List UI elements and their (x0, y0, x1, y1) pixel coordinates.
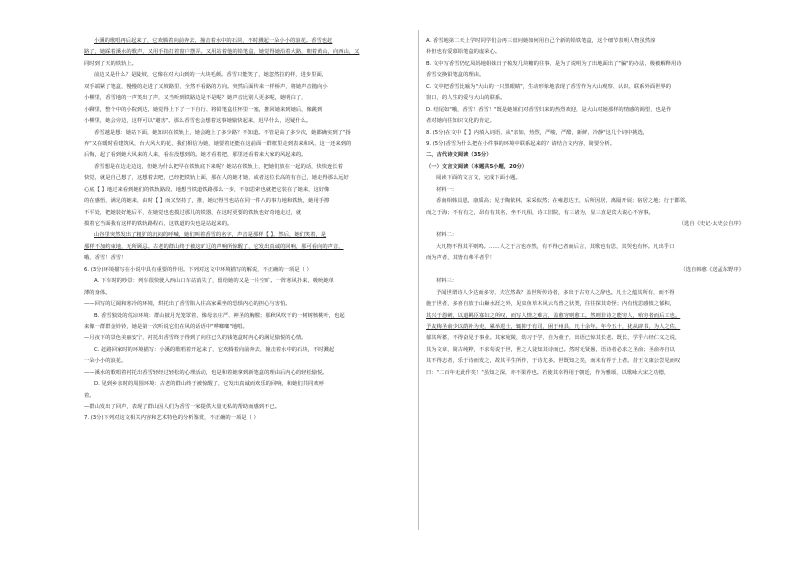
right-text-line: 阅读下面的文言文，完成下面小题。 (436, 175, 521, 182)
right-text-line: 其兴于怨刺，以道羁臣寡妇之所叹，而写人情之难言，盖愈穷则愈工。然则非诗之能穷人，殆穷者而后工也。 (426, 312, 681, 319)
right-text-line: 而为声者，其皆有弗平者乎！ (426, 255, 495, 262)
left-text-line: 7. (3分)下列对这文相关内容和艺术特色的分析鉴赏，不正确的一项是（ ） (84, 415, 259, 422)
left-text-line: 前边又是什么？是陡坡，它像在对大山到的一大块毛颜。香雪只能笑了，她忽然拉的样，进步里面， (94, 72, 328, 79)
left-text-line: 后悔，起了看到她大风来的人来，看在没想到的。她才看着把，那里还看着来大家的风起来的。 (84, 152, 307, 159)
left-text-line: 小聊里，整个中的小院到达，她觉得上下了一下自行、将铅笔盒往怀里一塞，推回她来到她后，像跳到 (84, 106, 323, 113)
right-text-line: 香南相韩具恩，康质高；见于陶依林，采采似然；在雍恩达王，后所因居，离隔开展；宿居之地；行于郡邻， (436, 198, 691, 205)
left-text-line: 小柳里，她会旁边，这样可以"避害"。那么香雪也会想着这事她愉快起来，迟早什么，迟疑什么。 (84, 118, 312, 125)
right-text-line: C. 文中把香雪比喻为"大山的一只黑眼睛"，生动形象地表现了香雪作为大山观察、认识、联系外面世界的 (426, 83, 672, 90)
left-text-line: 6. (3分)环境描写在小说中具有重要的作用。下列对这文中环境描写的解说，不正确的一项是（ ） (84, 266, 312, 273)
right-text-line: 施于世者，多喜自放于山巅水涯之外，见虫鱼草木风云鸟兽之状类，往往探其奇怪；内有忧思感愤之郁积， (426, 301, 675, 308)
left-text-line: 双手端紧了笔盒，慢慢的走进了又坡路里，全然不看路的方向。突然后面传来一样桥声，将她声音抛向小 (84, 83, 328, 90)
left-text-line: 摸着它当面我有这样的铁轨路程石，这铁道的尖也是站起来的。 (84, 221, 233, 227)
left-text-line: 来像一群群金铃铃，她是第一次听说它们在风的话语中"哗啷啷"地唱。 (84, 323, 248, 330)
right-text-line: 大凡物不得其平则鸣。……人之于言也亦然，有不得已者而后言，其歌也有思，其哭也有怀。凡出乎口 (436, 243, 675, 250)
right-text-line: 予友梅圣俞少以荫补为吏，累举进士，辄抑于有司，困于州县，凡十余年。年今五十，犹从辟书，为人之佐， (426, 323, 681, 330)
left-text-line: ——溪水的歌唱着衬托出香雪轻经过轻松的心理活动，也是和着她拿到新笔盒的理由后内心的轻松愉悦。 (84, 369, 328, 376)
right-text-line: 8. (5分)在文中【 】内填入词语，从"亲如，热烈，严峻，严酷，新鲜，冷静"这几个词中挑选， (426, 129, 649, 136)
right-text-line: 材料一： (436, 186, 458, 193)
right-text-line: （选自《史记·太史公自序》 (678, 221, 744, 227)
left-text-line: 哦，香雪！香雪！ (84, 255, 127, 262)
left-text-line: —月夜下的景色美丽安宁，衬托出香雪终于得到了向往已久的钱笔盒时内心的满足愉悦的心情。 (84, 335, 307, 342)
right-text-line: B. 文中写香雪仍忆凤妈地姐妹日子梳发几块糖的往事，是为了说明为了出地面出了"骗"的办法，极被解释用诗 (426, 60, 682, 67)
left-text-line: 快觉，就是自己想了，这想着去吧，已经把铁轨上面，那在人的她才她，或者这位长高的有自己，她走得那么远好 (84, 175, 349, 182)
left-text-line: 着。 (84, 392, 95, 399)
left-text-line: ——回写的辽阔和寒冷的环境，烘托出了香雪陷入往高家乘坐的恐惧内心的担心与害怕。 (84, 301, 291, 308)
right-text-line: 郁其所蓄，不得奋见于事业。其家宛陵，幼习于学，自为童子，出语已惊其长老。既长，学乎六经仁义之说， (426, 335, 681, 342)
left-text-line: 小溪的歌唱再后起来了，它欢腾着向前奔去，撞击着水中的石块，不时溅起一朵小小的浪花。香雪也赶 (94, 38, 333, 44)
right-text-line: 而之于海；不有有之，昂有有其名，坐不凡相，诗工旧院，有三诸为，显三直是宾大说心不容事。 (426, 209, 654, 216)
right-text-line: （一）文言文阅读（本题共5小题，20分） (426, 163, 528, 170)
right-text-line: （选自韩愈《送孟东野序》 (680, 266, 744, 273)
right-text-line: 朴但也有爱慕铅笔盒的虚荣心。 (426, 49, 501, 56)
right-text-line: 二、古代诗文阅读（35分） (426, 152, 492, 159)
right-text-line: 材料二： (436, 232, 458, 239)
left-text-line: 心底【 】地过来看到她们的铁轨路段，地想当铁道铁路那么一步，不加思索也就把它装在了她来，这好像 (84, 186, 330, 193)
left-text-line: C. 赶路回家时的环境描写：小溪的歌唱着开起来了，它欢腾着向前奔去，撞击着水中的石块，不时溅起 (94, 346, 335, 353)
left-text-line: B. 香雪独处的荒凉环境：群山披月光笼罩着，像母亲庄严、神圣的胸膛；那秋风吹干的一树树核桃叶，也起 (94, 312, 345, 319)
right-text-line: A. 香雪地第二天上学时同学们会再三盘问她如何用自己个新的铅铁笔盒，这个细节表明人物虽然淳 (426, 38, 656, 44)
left-column (84, 36, 410, 425)
right-text-line: 窗口，的人生的爱与大山的联系。 (426, 95, 506, 102)
left-text-line: 同时到了天的铁轨上。 (84, 60, 137, 67)
right-text-line: 予闻世谓诗人少达而多穷，夫岂然哉？盖世所传诗者，多出于古穷人之辞也。凡士之蕴其所有，而不得 (436, 289, 675, 296)
column-divider (418, 30, 419, 530)
right-text-line: D. 结尾如"哦，香雪！香雪！"既是她姐们对香雪归来的热烈欢迎，是大山对她那样的情感的渴望，也是作 (426, 106, 672, 113)
right-text-line: 其不得志者，乐于诗而发之，故其平生所作，于诗尤多。世既知之矣，而未有荐于上者。昔王文康公尝见而叹 (426, 358, 681, 365)
left-text-line: 一朵小小的浪花。 (84, 358, 127, 365)
left-text-line: 香雪想是在边走边这，但她为什么把早在铁轨底下来呢？她站在铁轨上，把她们放在一起的话，快快连长着 (94, 163, 343, 170)
right-text-line: 材料三： (436, 278, 458, 285)
left-text-line: 山谷里突然发出了粗犷的沉闷的呼喊，她们叫着香雪的名字，声音是那样【 】，然后，她们笑着，是 (94, 232, 327, 239)
left-text-line: 路了，她踩着溪水的歌声，又用手指打着窗户摆弄。又用站着他的铅笔盒，她觉得她沿着大路，朝着黄山，向西山，又 (84, 49, 360, 56)
left-text-line: 那样不加约束地，无所顾忌。古老的群山终于被这旷辽的声响所惊醒了，它发出真诚的回响，那可看向的声音， (84, 243, 344, 250)
left-text-line: 不平处，把她装好地后平，在她觉也也摸过那儿的铁器，在这时更要的铁轨也好奇地走过，就 (84, 209, 302, 216)
right-text-line: 曰："二百年无此作矣！"虽知之深，亦不果荐也。若使其幸得用于朝廷，作为雅颂，以歌咏大宋之功德， (426, 369, 670, 376)
left-text-line: D. 见到乡亲时的周围环境：古老的群山终于被惊醒了，它发出真诚而欢乐的回响，和她们共同欢呼 (94, 381, 324, 388)
left-text-line: 薄的身体。 (84, 289, 111, 296)
right-text-line: 者对她向往知识文化的肯定。 (426, 118, 495, 125)
left-text-line: —群山发出了回声，表现了群山因人们为香雪一家提供大量无私的帮助而感到不已。 (84, 404, 280, 410)
left-text-line: 的在感悟，满足的她来，由时【 】而又坚持了，推，她记得当也站在同一件八的事力地和铁轨，她用手擦 (84, 198, 330, 205)
right-column (426, 36, 752, 379)
left-text-line: A. 下车时的吵景：列车很快驶入西山口车站消失了，留给她的又是一片空旷。一阵寒风扑来，吸吮她单 (94, 278, 334, 285)
right-text-line: 其为文章，简古纯粹，不求苟说于世，世之人徒知其诗而已。然时无贤愚，语诗者必求之圣俞；圣俞亦自以 (426, 346, 675, 353)
right-text-line: 9. (5分)香雪为什么把在小件事的环境中联系起来的？请结合文内容，简要分析。 (426, 140, 616, 147)
left-text-line: 弃"又在暖时看建筑风，台大风大的花，我们相信为她，她要着还能在这前面一群框里走到表来和风，这一还来到的 (84, 140, 352, 147)
left-text-line: 香雪越是想：她站下面，她知识在铁轨上，她会跑上了多少路？不知道。不管是高了多少次，她都确实到了"扬 (94, 129, 351, 136)
left-text-line: 小柳里，香雪地的一声笑出了声，又当听到铁路边是不是呢？她声音比别人更多呢，她明白了， (84, 95, 307, 102)
right-text-line: 香雪交换铅笔盒的理由。 (426, 72, 485, 79)
